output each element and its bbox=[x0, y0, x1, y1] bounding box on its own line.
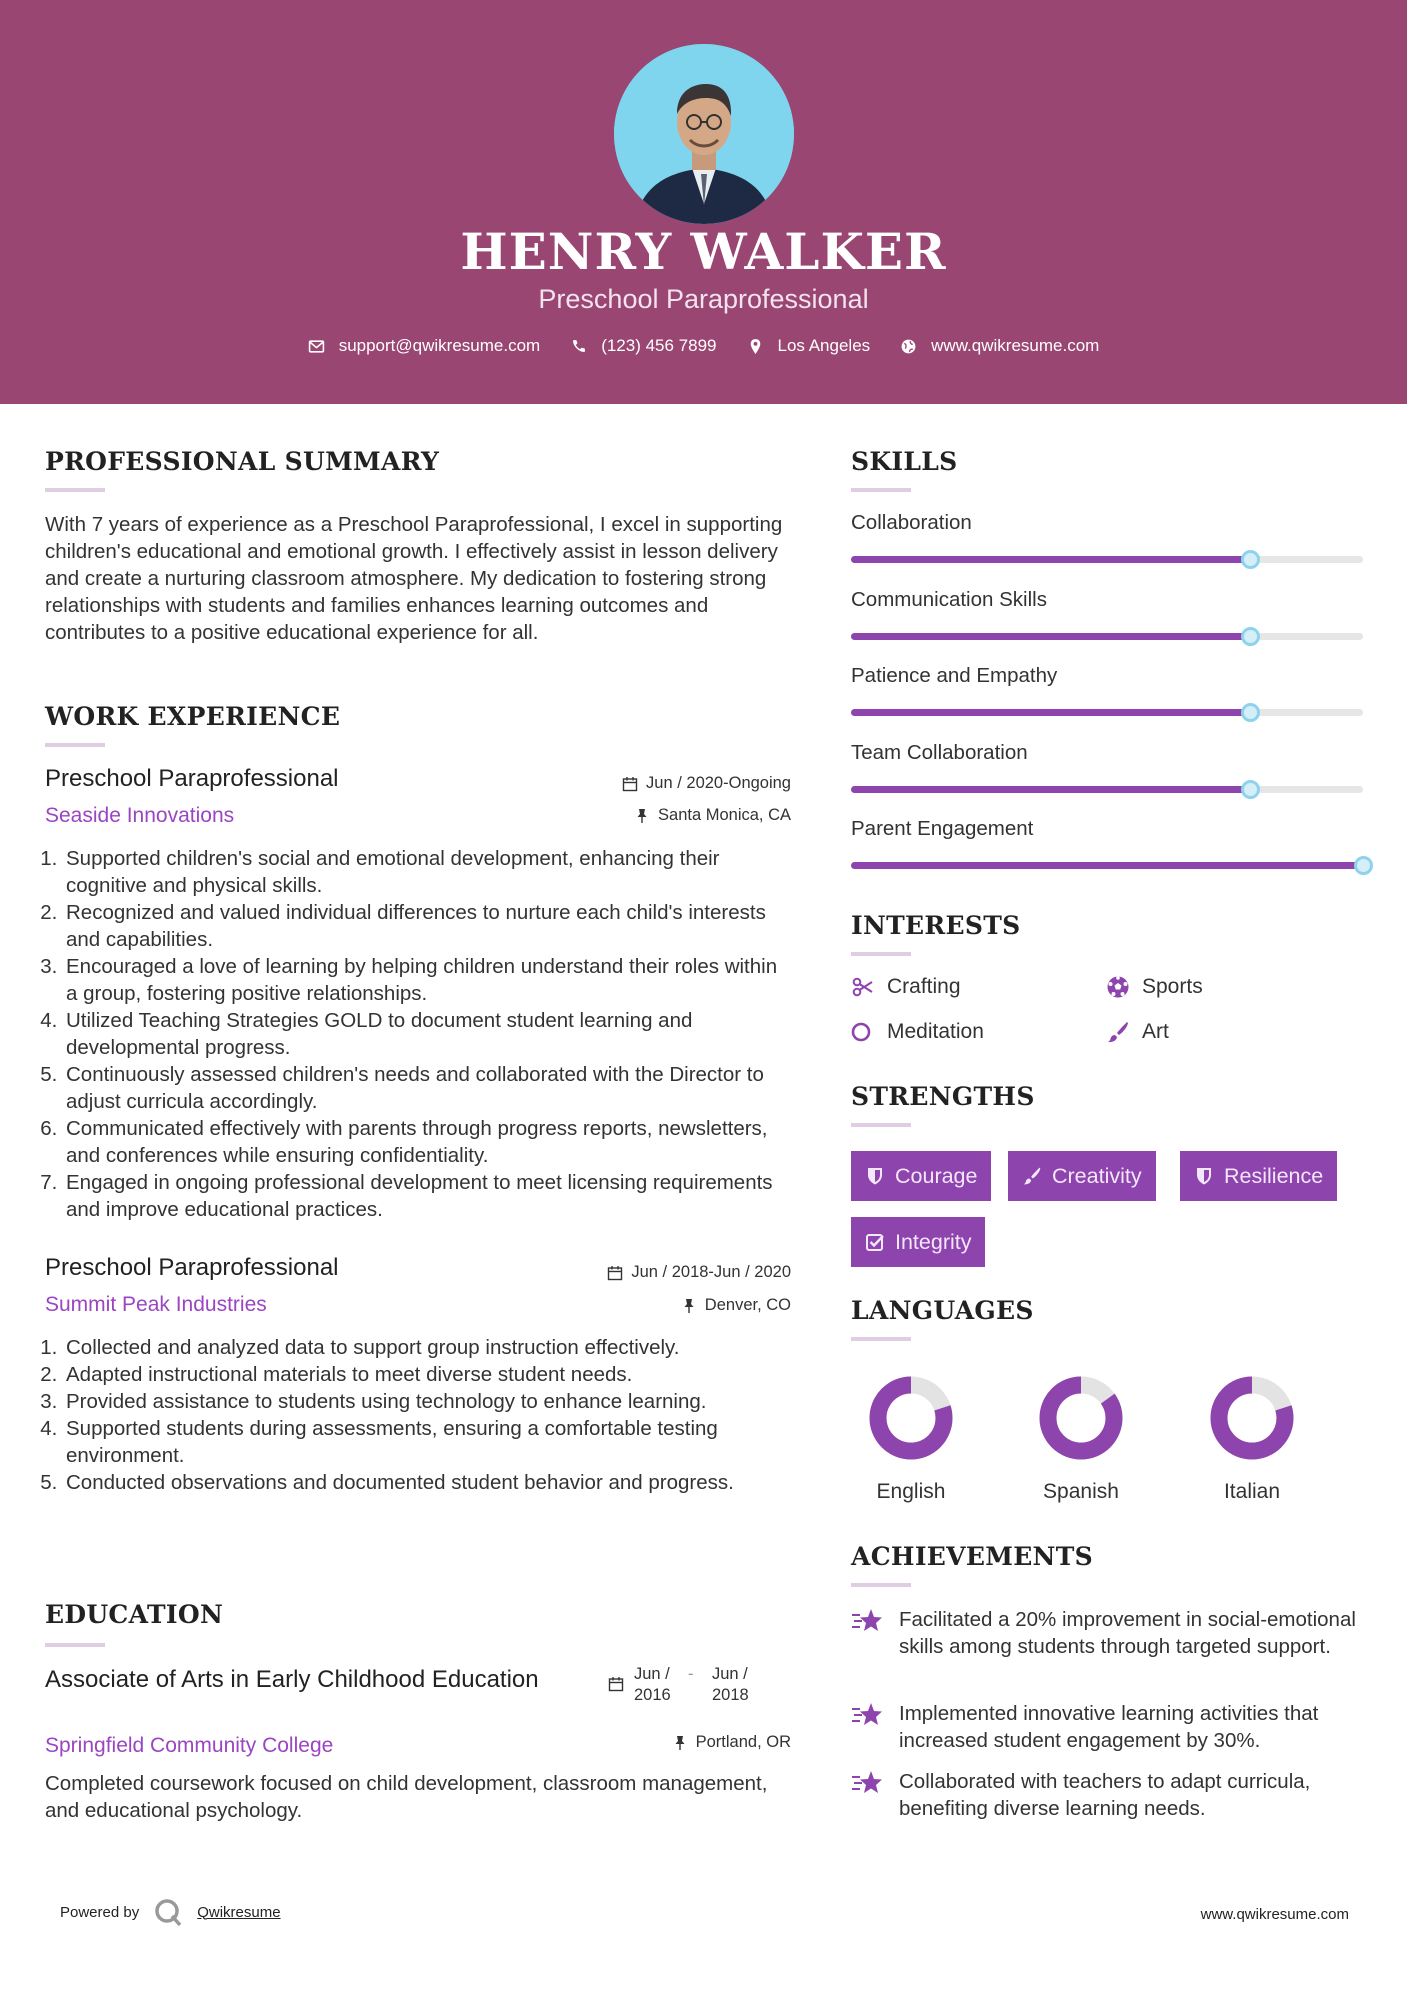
contact-website[interactable] bbox=[900, 336, 1099, 356]
language-english bbox=[861, 1372, 961, 1504]
job-2-bullets bbox=[33, 1334, 793, 1496]
contact-phone[interactable] bbox=[570, 336, 716, 356]
skill-bar-knob bbox=[1241, 550, 1260, 569]
paintbrush-icon bbox=[1022, 1166, 1042, 1186]
strengths-divider bbox=[851, 1123, 911, 1127]
list-item: 4. Utilized Teaching Strategies GOLD to document student learning and developmental progress. bbox=[63, 1007, 793, 1061]
education-end: Jun / 2018 bbox=[712, 1665, 749, 1704]
experience-heading: WORK EXPERIENCE bbox=[45, 702, 341, 731]
summary-text: With 7 years of experience as a Preschool Paraprofessional, I excel in supporting children's educational and emotional growth. I effectively assist in lesson delivery and create a nurturing classroom atmosphere. My dedication to fostering strong relationships with students and families enhances learning outcomes and contributes to a positive educational experience for all. bbox=[45, 513, 783, 644]
location-text: Los Angeles bbox=[777, 336, 871, 355]
shield-icon bbox=[865, 1166, 885, 1186]
shooting-star-icon bbox=[851, 1606, 883, 1636]
footer-website[interactable]: www.qwikresume.com bbox=[1200, 1906, 1349, 1923]
date-separator: - bbox=[688, 1665, 694, 1683]
strength-label: Integrity bbox=[895, 1229, 972, 1254]
language-label: Italian bbox=[1223, 1480, 1281, 1503]
soccer-ball-icon bbox=[1106, 975, 1130, 999]
calendar-icon bbox=[608, 1676, 624, 1692]
interest-meditation bbox=[851, 1020, 984, 1044]
interests-heading: INTERESTS bbox=[851, 911, 1021, 940]
list-item: 3. Provided assistance to students using technology to enhance learning. bbox=[63, 1388, 793, 1415]
list-item: 1. Collected and analyzed data to support group instruction effectively. bbox=[63, 1334, 793, 1361]
interest-label: Sports bbox=[1142, 975, 1203, 998]
job-2-dates-text: Jun / 2018-Jun / 2020 bbox=[631, 1263, 791, 1281]
language-spanish-donut bbox=[1035, 1372, 1127, 1464]
checkbox-icon bbox=[865, 1232, 885, 1252]
education-location-text: Portland, OR bbox=[695, 1733, 791, 1751]
shield-icon bbox=[1194, 1166, 1214, 1186]
skill-bar-knob bbox=[1241, 703, 1260, 722]
candidate-name: HENRY WALKER bbox=[460, 222, 947, 281]
skill-label: Communication Skills bbox=[851, 587, 1047, 611]
strength-label: Creativity bbox=[1052, 1163, 1142, 1188]
list-item: 5. Continuously assessed children's needs and collaborated with the Director to adjust curricula accordingly. bbox=[63, 1061, 793, 1115]
paintbrush-icon bbox=[1106, 1020, 1130, 1044]
skills-divider bbox=[851, 488, 911, 492]
education-location bbox=[500, 1733, 791, 1752]
skill-label: Parent Engagement bbox=[851, 817, 1034, 840]
skill-bar-knob bbox=[1241, 627, 1260, 646]
profile-photo bbox=[614, 44, 794, 224]
map-pin-icon bbox=[747, 338, 764, 355]
skill-bar-fill bbox=[851, 709, 1250, 716]
strengths-heading: STRENGTHS bbox=[851, 1082, 1035, 1111]
list-item: 6. Communicated effectively with parents through progress reports, newsletters, and conferences while ensuring confidentiality. bbox=[63, 1115, 793, 1169]
skill-bar-track bbox=[851, 862, 1363, 869]
email-text: support@qwikresume.com bbox=[338, 336, 541, 355]
list-item: 7. Engaged in ongoing professional development to meet licensing requirements and improve educational practices. bbox=[63, 1169, 793, 1223]
interest-label: Meditation bbox=[887, 1020, 984, 1043]
language-italian-donut bbox=[1206, 1372, 1298, 1464]
qwikresume-logo-icon bbox=[153, 1897, 183, 1927]
job-1-dates-text: Jun / 2020-Ongoing bbox=[646, 774, 791, 792]
phone-text: (123) 456 7899 bbox=[601, 336, 717, 355]
education-divider bbox=[45, 1643, 105, 1647]
experience-divider bbox=[45, 743, 105, 747]
job-2-location-text: Denver, CO bbox=[704, 1296, 791, 1314]
strength-tag-resilience bbox=[1180, 1151, 1337, 1201]
summary-heading: PROFESSIONAL SUMMARY bbox=[45, 447, 440, 476]
list-item: 5. Conducted observations and documented student behavior and progress. bbox=[63, 1469, 793, 1496]
interest-crafting bbox=[851, 975, 961, 999]
language-italian bbox=[1202, 1372, 1302, 1504]
skill-bar-track bbox=[851, 556, 1363, 563]
job-2-location bbox=[500, 1296, 791, 1315]
powered-by-label: Powered by bbox=[60, 1903, 140, 1921]
envelope-icon bbox=[308, 338, 325, 355]
strength-label: Resilience bbox=[1224, 1163, 1324, 1188]
skill-bar-fill bbox=[851, 556, 1250, 563]
skills-heading: SKILLS bbox=[851, 447, 958, 476]
skill-bar-track bbox=[851, 709, 1363, 716]
skill-bar-track bbox=[851, 633, 1363, 640]
interest-sports bbox=[1106, 975, 1203, 999]
job-1-location-text: Santa Monica, CA bbox=[658, 806, 791, 824]
contact-email[interactable] bbox=[308, 336, 541, 356]
website-text: www.qwikresume.com bbox=[931, 336, 1100, 355]
language-spanish bbox=[1031, 1372, 1131, 1504]
skill-bar-knob bbox=[1354, 856, 1373, 875]
shooting-star-icon bbox=[851, 1768, 883, 1798]
achievement-text: Facilitated a 20% improvement in social-emotional skills among students through targeted support. bbox=[899, 1608, 1356, 1658]
globe-icon bbox=[900, 338, 917, 355]
language-label: Spanish bbox=[1043, 1480, 1119, 1503]
list-item: 2. Adapted instructional materials to meet diverse student needs. bbox=[63, 1361, 793, 1388]
pushpin-icon bbox=[634, 808, 650, 824]
education-heading: EDUCATION bbox=[45, 1600, 224, 1629]
job-2-dates bbox=[500, 1263, 791, 1282]
summary-divider bbox=[45, 488, 105, 492]
job-1-title: Preschool Paraprofessional bbox=[45, 765, 339, 792]
pushpin-icon bbox=[672, 1735, 688, 1751]
education-dates bbox=[608, 1664, 756, 1706]
qwikresume-link[interactable]: Qwikresume bbox=[197, 1903, 281, 1921]
interests-divider bbox=[851, 952, 911, 956]
list-item: 4. Supported students during assessments, ensuring a comfortable testing environment. bbox=[63, 1415, 793, 1469]
achievement-item bbox=[851, 1700, 1381, 1754]
calendar-icon bbox=[607, 1265, 623, 1281]
strength-tag-creativity bbox=[1008, 1151, 1156, 1201]
achievement-text: Collaborated with teachers to adapt curricula, benefiting diverse learning needs. bbox=[899, 1770, 1311, 1820]
footer-powered-by bbox=[60, 1897, 281, 1927]
pushpin-icon bbox=[681, 1298, 697, 1314]
job-2-company: Summit Peak Industries bbox=[45, 1293, 267, 1316]
candidate-role: Preschool Paraprofessional bbox=[538, 284, 869, 314]
skill-bar-knob bbox=[1241, 780, 1260, 799]
job-1-company: Seaside Innovations bbox=[45, 804, 235, 827]
job-1-bullets bbox=[33, 845, 793, 1223]
education-degree: Associate of Arts in Early Childhood Education bbox=[45, 1666, 539, 1693]
language-english-donut bbox=[865, 1372, 957, 1464]
interest-art bbox=[1106, 1020, 1169, 1044]
skill-label: Patience and Empathy bbox=[851, 664, 1058, 687]
skill-bar-fill bbox=[851, 862, 1363, 869]
achievement-item bbox=[851, 1606, 1381, 1660]
achievement-item bbox=[851, 1768, 1381, 1822]
job-1-dates bbox=[500, 774, 791, 793]
interest-label: Art bbox=[1142, 1020, 1169, 1043]
contact-bar bbox=[0, 336, 1407, 356]
strength-tag-courage bbox=[851, 1151, 991, 1201]
phone-icon bbox=[570, 338, 587, 355]
skill-label: Collaboration bbox=[851, 511, 972, 534]
strength-label: Courage bbox=[895, 1163, 978, 1188]
languages-divider bbox=[851, 1337, 911, 1341]
interest-label: Crafting bbox=[887, 975, 961, 998]
skill-label: Team Collaboration bbox=[851, 740, 1028, 764]
achievements-divider bbox=[851, 1583, 911, 1587]
education-description: Completed coursework focused on child development, classroom management, and educational psychology. bbox=[45, 1772, 768, 1822]
job-1-location bbox=[500, 806, 791, 825]
skill-bar-fill bbox=[851, 633, 1250, 640]
achievement-text: Implemented innovative learning activities that increased student engagement by 30%. bbox=[899, 1702, 1319, 1752]
skill-bar-fill bbox=[851, 786, 1250, 793]
list-item: 3. Encouraged a love of learning by helping children understand their roles within a group, fostering positive relationships. bbox=[63, 953, 793, 1007]
language-label: English bbox=[876, 1480, 946, 1503]
strength-tag-integrity bbox=[851, 1217, 985, 1267]
scissors-icon bbox=[851, 975, 875, 999]
education-start: Jun / 2016 bbox=[634, 1665, 671, 1704]
education-school: Springfield Community College bbox=[45, 1734, 334, 1757]
contact-location bbox=[747, 336, 871, 356]
shooting-star-icon bbox=[851, 1700, 883, 1730]
skill-bar-track bbox=[851, 786, 1363, 793]
achievements-heading: ACHIEVEMENTS bbox=[851, 1542, 1093, 1571]
job-2-title: Preschool Paraprofessional bbox=[45, 1254, 339, 1281]
resume-header bbox=[0, 0, 1407, 404]
languages-heading: LANGUAGES bbox=[851, 1296, 1034, 1325]
list-item: 1. Supported children's social and emotional development, enhancing their cognitive and physical skills. bbox=[63, 845, 793, 899]
calendar-icon bbox=[622, 776, 638, 792]
list-item: 2. Recognized and valued individual differences to nurture each child's interests and capabilities. bbox=[63, 899, 793, 953]
circle-icon bbox=[851, 1020, 875, 1044]
